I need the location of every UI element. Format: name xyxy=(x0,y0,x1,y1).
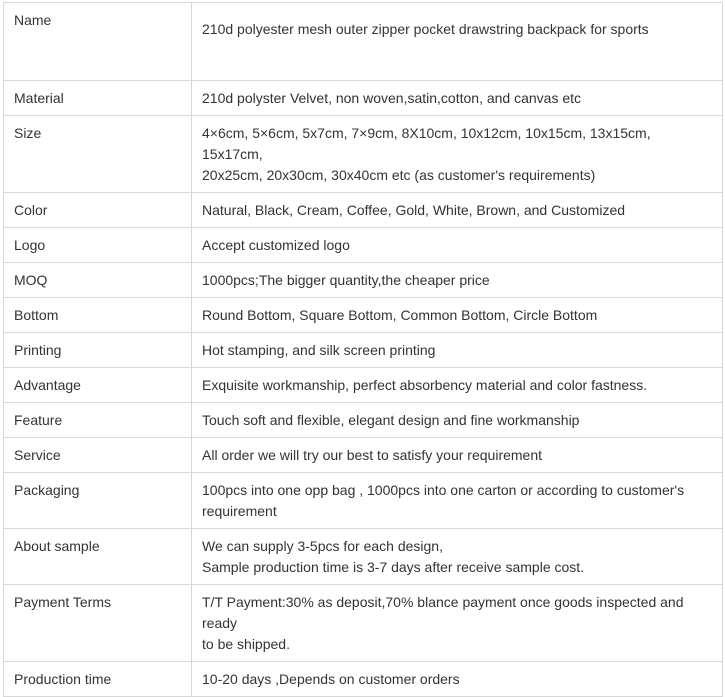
row-label: Feature xyxy=(4,403,192,438)
row-value: All order we will try our best to satisfy your requirement xyxy=(192,438,723,473)
row-value: 210d polyester mesh outer zipper pocket drawstring backpack for sports xyxy=(192,3,723,81)
row-label: Name xyxy=(4,3,192,81)
row-label: Size xyxy=(4,116,192,193)
row-label: Printing xyxy=(4,333,192,368)
table-row xyxy=(4,116,723,193)
table-row xyxy=(4,403,723,438)
row-value: Round Bottom, Square Bottom, Common Bottom, Circle Bottom xyxy=(192,298,723,333)
value-line: Sample production time is 3-7 days after receive sample cost. xyxy=(202,559,585,575)
row-value: Touch soft and flexible, elegant design and fine workmanship xyxy=(192,403,723,438)
row-value: Accept customized logo xyxy=(192,228,723,263)
row-value: Exquisite workmanship, perfect absorbency material and color fastness. xyxy=(192,368,723,403)
table-row xyxy=(4,81,723,116)
value-line: to be shipped. xyxy=(202,636,290,652)
row-value xyxy=(192,473,723,529)
value-line: requirement xyxy=(202,503,277,519)
row-value: 1000pcs;The bigger quantity,the cheaper price xyxy=(192,263,723,298)
table-row xyxy=(4,228,723,263)
value-line: T/T Payment:30% as deposit,70% blance payment once goods inspected and ready xyxy=(202,594,684,631)
table-row xyxy=(4,529,723,585)
value-line: 20x25cm, 20x30cm, 30x40cm etc (as customer's requirements) xyxy=(202,167,596,183)
row-label: About sample xyxy=(4,529,192,585)
table-row xyxy=(4,3,723,81)
table-row xyxy=(4,298,723,333)
row-label: MOQ xyxy=(4,263,192,298)
row-label: Bottom xyxy=(4,298,192,333)
row-value: 210d polyster Velvet, non woven,satin,cotton, and canvas etc xyxy=(192,81,723,116)
row-value xyxy=(192,529,723,585)
row-label: Material xyxy=(4,81,192,116)
row-label: Production time xyxy=(4,662,192,697)
row-value: Natural, Black, Cream, Coffee, Gold, White, Brown, and Customized xyxy=(192,193,723,228)
value-line: We can supply 3-5pcs for each design, xyxy=(202,538,443,554)
value-line: 4×6cm, 5×6cm, 5x7cm, 7×9cm, 8X10cm, 10x12cm, 10x15cm, 13x15cm, 15x17cm, xyxy=(202,125,651,162)
table-row xyxy=(4,263,723,298)
table-row xyxy=(4,368,723,403)
table-row xyxy=(4,438,723,473)
row-label: Advantage xyxy=(4,368,192,403)
table-row xyxy=(4,585,723,662)
table-row xyxy=(4,662,723,697)
row-value: 10-20 days ,Depends on customer orders xyxy=(192,662,723,697)
row-label: Packaging xyxy=(4,473,192,529)
row-label: Logo xyxy=(4,228,192,263)
row-label: Color xyxy=(4,193,192,228)
row-label: Service xyxy=(4,438,192,473)
row-label: Payment Terms xyxy=(4,585,192,662)
table-row xyxy=(4,473,723,529)
row-value xyxy=(192,116,723,193)
value-line: 100pcs into one opp bag , 1000pcs into one carton or according to customer's xyxy=(202,482,685,498)
table-row xyxy=(4,193,723,228)
row-value: Hot stamping, and silk screen printing xyxy=(192,333,723,368)
product-spec-table xyxy=(3,2,723,697)
table-row xyxy=(4,333,723,368)
spec-table-body xyxy=(4,3,723,697)
row-value xyxy=(192,585,723,662)
